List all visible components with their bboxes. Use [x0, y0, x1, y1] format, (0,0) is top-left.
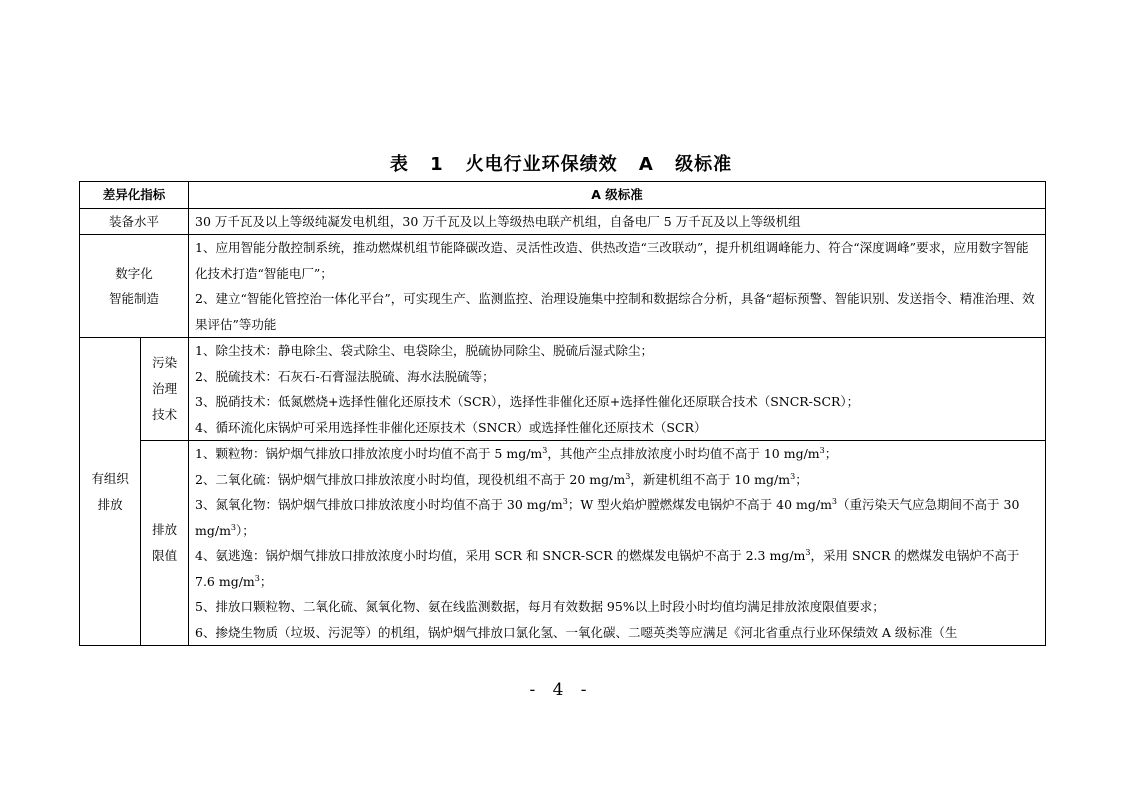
superscript: 3	[230, 522, 237, 532]
superscript: 3	[625, 471, 631, 481]
sublabel-line: 排放	[152, 522, 178, 537]
item-text: 1、颗粒物：锅炉烟气排放口排放浓度小时均值不高于 5 mg/m	[195, 446, 543, 461]
table-number: 表 1	[389, 154, 444, 175]
sublabel-line: 污染	[152, 355, 178, 370]
table-row	[80, 208, 1046, 235]
item-text: ，采用 SNCR 的燃煤发电锅炉不高于 7.6 mg/m	[195, 548, 1020, 589]
list-item: 2、脱硫技术：石灰石-石膏湿法脱硫、海水法脱硫等；	[195, 368, 495, 384]
item-text: 3、氮氧化物：锅炉烟气排放口排放浓度小时均值不高于 30 mg/m	[195, 497, 563, 512]
item-text: ）；	[236, 522, 255, 538]
superscript: 3	[790, 471, 796, 481]
row-label-digital	[80, 235, 189, 338]
row-content-pollution	[189, 338, 1046, 441]
table-header-row	[80, 182, 1046, 209]
organized-label-line1: 有组织	[91, 471, 129, 486]
row-label-equipment: 装备水平	[80, 208, 189, 235]
table-title-text: 火电行业环保绩效 A 级标准	[465, 154, 733, 175]
list-item: 5、排放口颗粒物、二氧化硫、氮氧化物、氨在线监测数据，每月有效数据 95%以上时段小时均值均满足排放浓度限值要求；	[195, 599, 885, 614]
standards-table	[79, 181, 1046, 646]
row-content-digital	[189, 235, 1046, 338]
item-text: 4、氨逃逸：锅炉烟气排放口排放浓度小时均值，采用 SCR 和 SNCR-SCR 的燃煤发电锅炉不高于 2.3 mg/m	[195, 548, 806, 563]
list-item: 3、脱硝技术：低氮燃烧+选择性催化还原技术（SCR），选择性非催化还原+选择性催化还原联合技术（SNCR-SCR）；	[195, 394, 860, 409]
superscript: 3	[819, 445, 825, 455]
superscript: 3	[562, 496, 568, 506]
list-item: 4、循环流化床锅炉可采用选择性非催化还原技术（SNCR）或选择性催化还原技术（SCR）	[195, 419, 707, 435]
item-text: ，其他产尘点排放浓度小时均值不高于 10 mg/m	[547, 446, 820, 461]
list-item: 2、建立“智能化管控治一体化平台”，可实现生产、监测监控、治理设施集中控制和数据综合分析，具备“超标预警、智能识别、发送指令、精准治理、效果评估”等功能	[195, 291, 1035, 332]
item-text: 2、二氧化硫：锅炉烟气排放口排放浓度小时均值，现役机组不高于 20 mg/m	[195, 471, 626, 487]
list-item	[195, 441, 1039, 467]
header-indicator: 差异化指标	[80, 182, 189, 209]
sublabel-limits	[141, 441, 189, 646]
table-title	[0, 150, 1122, 176]
row-content-equipment: 30 万千瓦及以上等级纯凝发电机组，30 万千瓦及以上等级热电联产机组，自备电厂 5 万千瓦及以上等级机组	[189, 208, 1046, 235]
table-row	[80, 441, 1046, 646]
digital-label-line2: 智能制造	[108, 291, 159, 306]
header-a-standard: A 级标准	[189, 182, 1046, 209]
superscript: 3	[831, 496, 838, 506]
superscript: 3	[805, 547, 811, 557]
table-row	[80, 235, 1046, 338]
organized-label-line2: 排放	[97, 496, 123, 512]
row-label-organized	[80, 338, 141, 646]
item-text: ；	[795, 471, 808, 487]
list-item: 1、除尘技术：静电除尘、袋式除尘、电袋除尘，脱硫协同除尘、脱硫后湿式除尘；	[195, 343, 653, 358]
item-text: ；W 型火焰炉膛燃煤发电锅炉不高于 40 mg/m	[567, 497, 832, 512]
table-row	[80, 338, 1046, 441]
list-item	[195, 467, 1039, 493]
sublabel-line: 限值	[152, 548, 178, 563]
item-text: ；	[824, 446, 838, 461]
superscript: 3	[254, 573, 260, 583]
item-text: （重污染天气应急期间不高于 30 mg/m	[195, 497, 1020, 538]
list-item: 6、掺烧生物质（垃圾、污泥等）的机组，锅炉烟气排放口氯化氢、一氧化碳、二噁英类等应满足《河北省重点行业环保绩效 A 级标准（生	[195, 624, 958, 640]
digital-label-line1: 数字化	[115, 265, 153, 281]
item-text: ，新建机组不高于 10 mg/m	[630, 471, 791, 487]
item-text: ；	[259, 573, 273, 589]
row-content-limits	[189, 441, 1046, 646]
sublabel-line: 技术	[152, 407, 178, 422]
page-number: - 4 -	[529, 680, 593, 700]
list-item: 1、应用智能分散控制系统，推动燃煤机组节能降碳改造、灵活性改造、供热改造“三改联动”，提升机组调峰能力、符合“深度调峰”要求，应用数字智能化技术打造“智能电厂”；	[195, 240, 1029, 281]
sublabel-pollution	[141, 338, 189, 441]
superscript: 3	[542, 445, 548, 455]
sublabel-line: 治理	[152, 381, 178, 396]
list-item	[195, 543, 1039, 594]
list-item	[195, 492, 1039, 543]
